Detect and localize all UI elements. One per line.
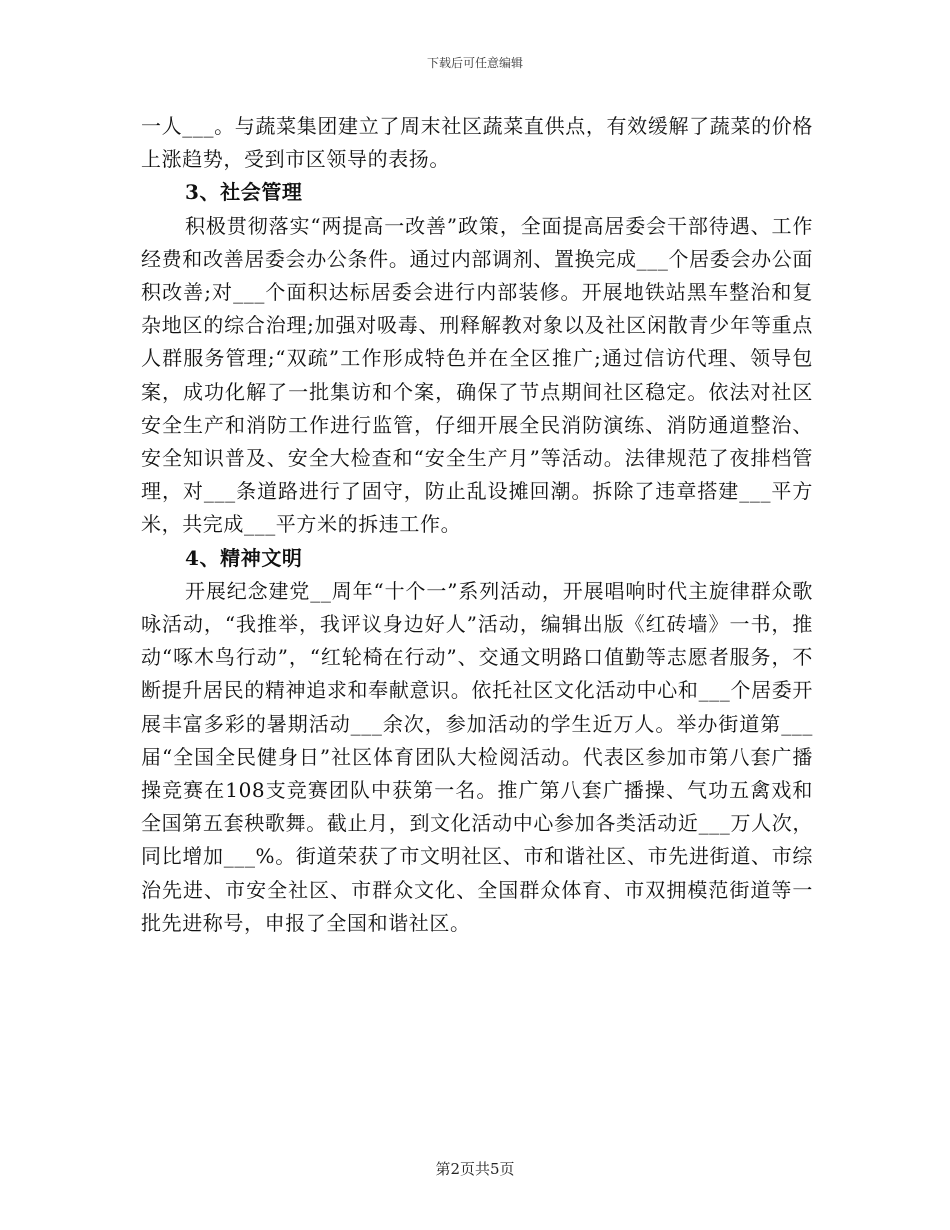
paragraph-social-management: 积极贯彻落实“两提高一改善”政策，全面提高居委会干部待遇、工作经费和改善居委会办公条件。通过内部调剂、置换完成___个居委会办公面积改善;对___个面积达标居委会进行内部装修。开展地铁站黑车整治和复杂地区的综合治理;加强对吸毒、刑释解教对象以及社区闲散青少年等重点人群服务管理;“双疏”工作形成特色并在全区推广;通过信访代理、领导包案，成功化解了一批集访和个案，确保了节点期间社区稳定。依法对社区安全生产和消防工作进行监管，仔细开展全民消防演练、消防通道整治、安全知识普及、安全大检查和“安全生产月”等活动。法律规范了夜排档管理，对___条道路进行了固守，防止乱设摊回潮。拆除了违章搭建___平方米，共完成___平方米的拆违工作。 — [141, 213, 813, 537]
page-number: 第2页共5页 — [435, 1160, 515, 1178]
page-header-note: 下载后可任意编辑 — [426, 56, 523, 70]
section-heading-spiritual-civilization: 4、精神文明 — [185, 545, 303, 570]
paragraph-spiritual-civilization: 开展纪念建党__周年“十个一”系列活动，开展唱响时代主旋律群众歌咏活动，“我推举，我评议身边好人”活动，编辑出版《红砖墙》一书，推动“啄木鸟行动”，“红轮椅在行动”、交通文明路口值勤等志愿者服务，不断提升居民的精神追求和奉献意识。依托社区文化活动中心和___个居委开展丰富多彩的暑期活动___余次，参加活动的学生近万人。举办街道第___届“全国全民健身日”社区体育团队大检阅活动。代表区参加市第八套广播操竞赛在108支竞赛团队中获第一名。推广第八套广播操、气功五禽戏和全国第五套秧歌舞。截止月，到文化活动中心参加各类活动近___万人次，同比增加___%。街道荣获了市文明社区、市和谐社区、市先进街道、市综治先进、市安全社区、市群众文化、全国群众体育、市双拥模范街道等一批先进称号，申报了全国和谐社区。 — [141, 578, 813, 935]
paragraph-continued: 一人___。与蔬菜集团建立了周末社区蔬菜直供点，有效缓解了蔬菜的价格上涨趋势，受到市区领导的表扬。 — [141, 114, 813, 172]
section-heading-social-management: 3、社会管理 — [185, 180, 303, 205]
document-body — [141, 110, 813, 940]
